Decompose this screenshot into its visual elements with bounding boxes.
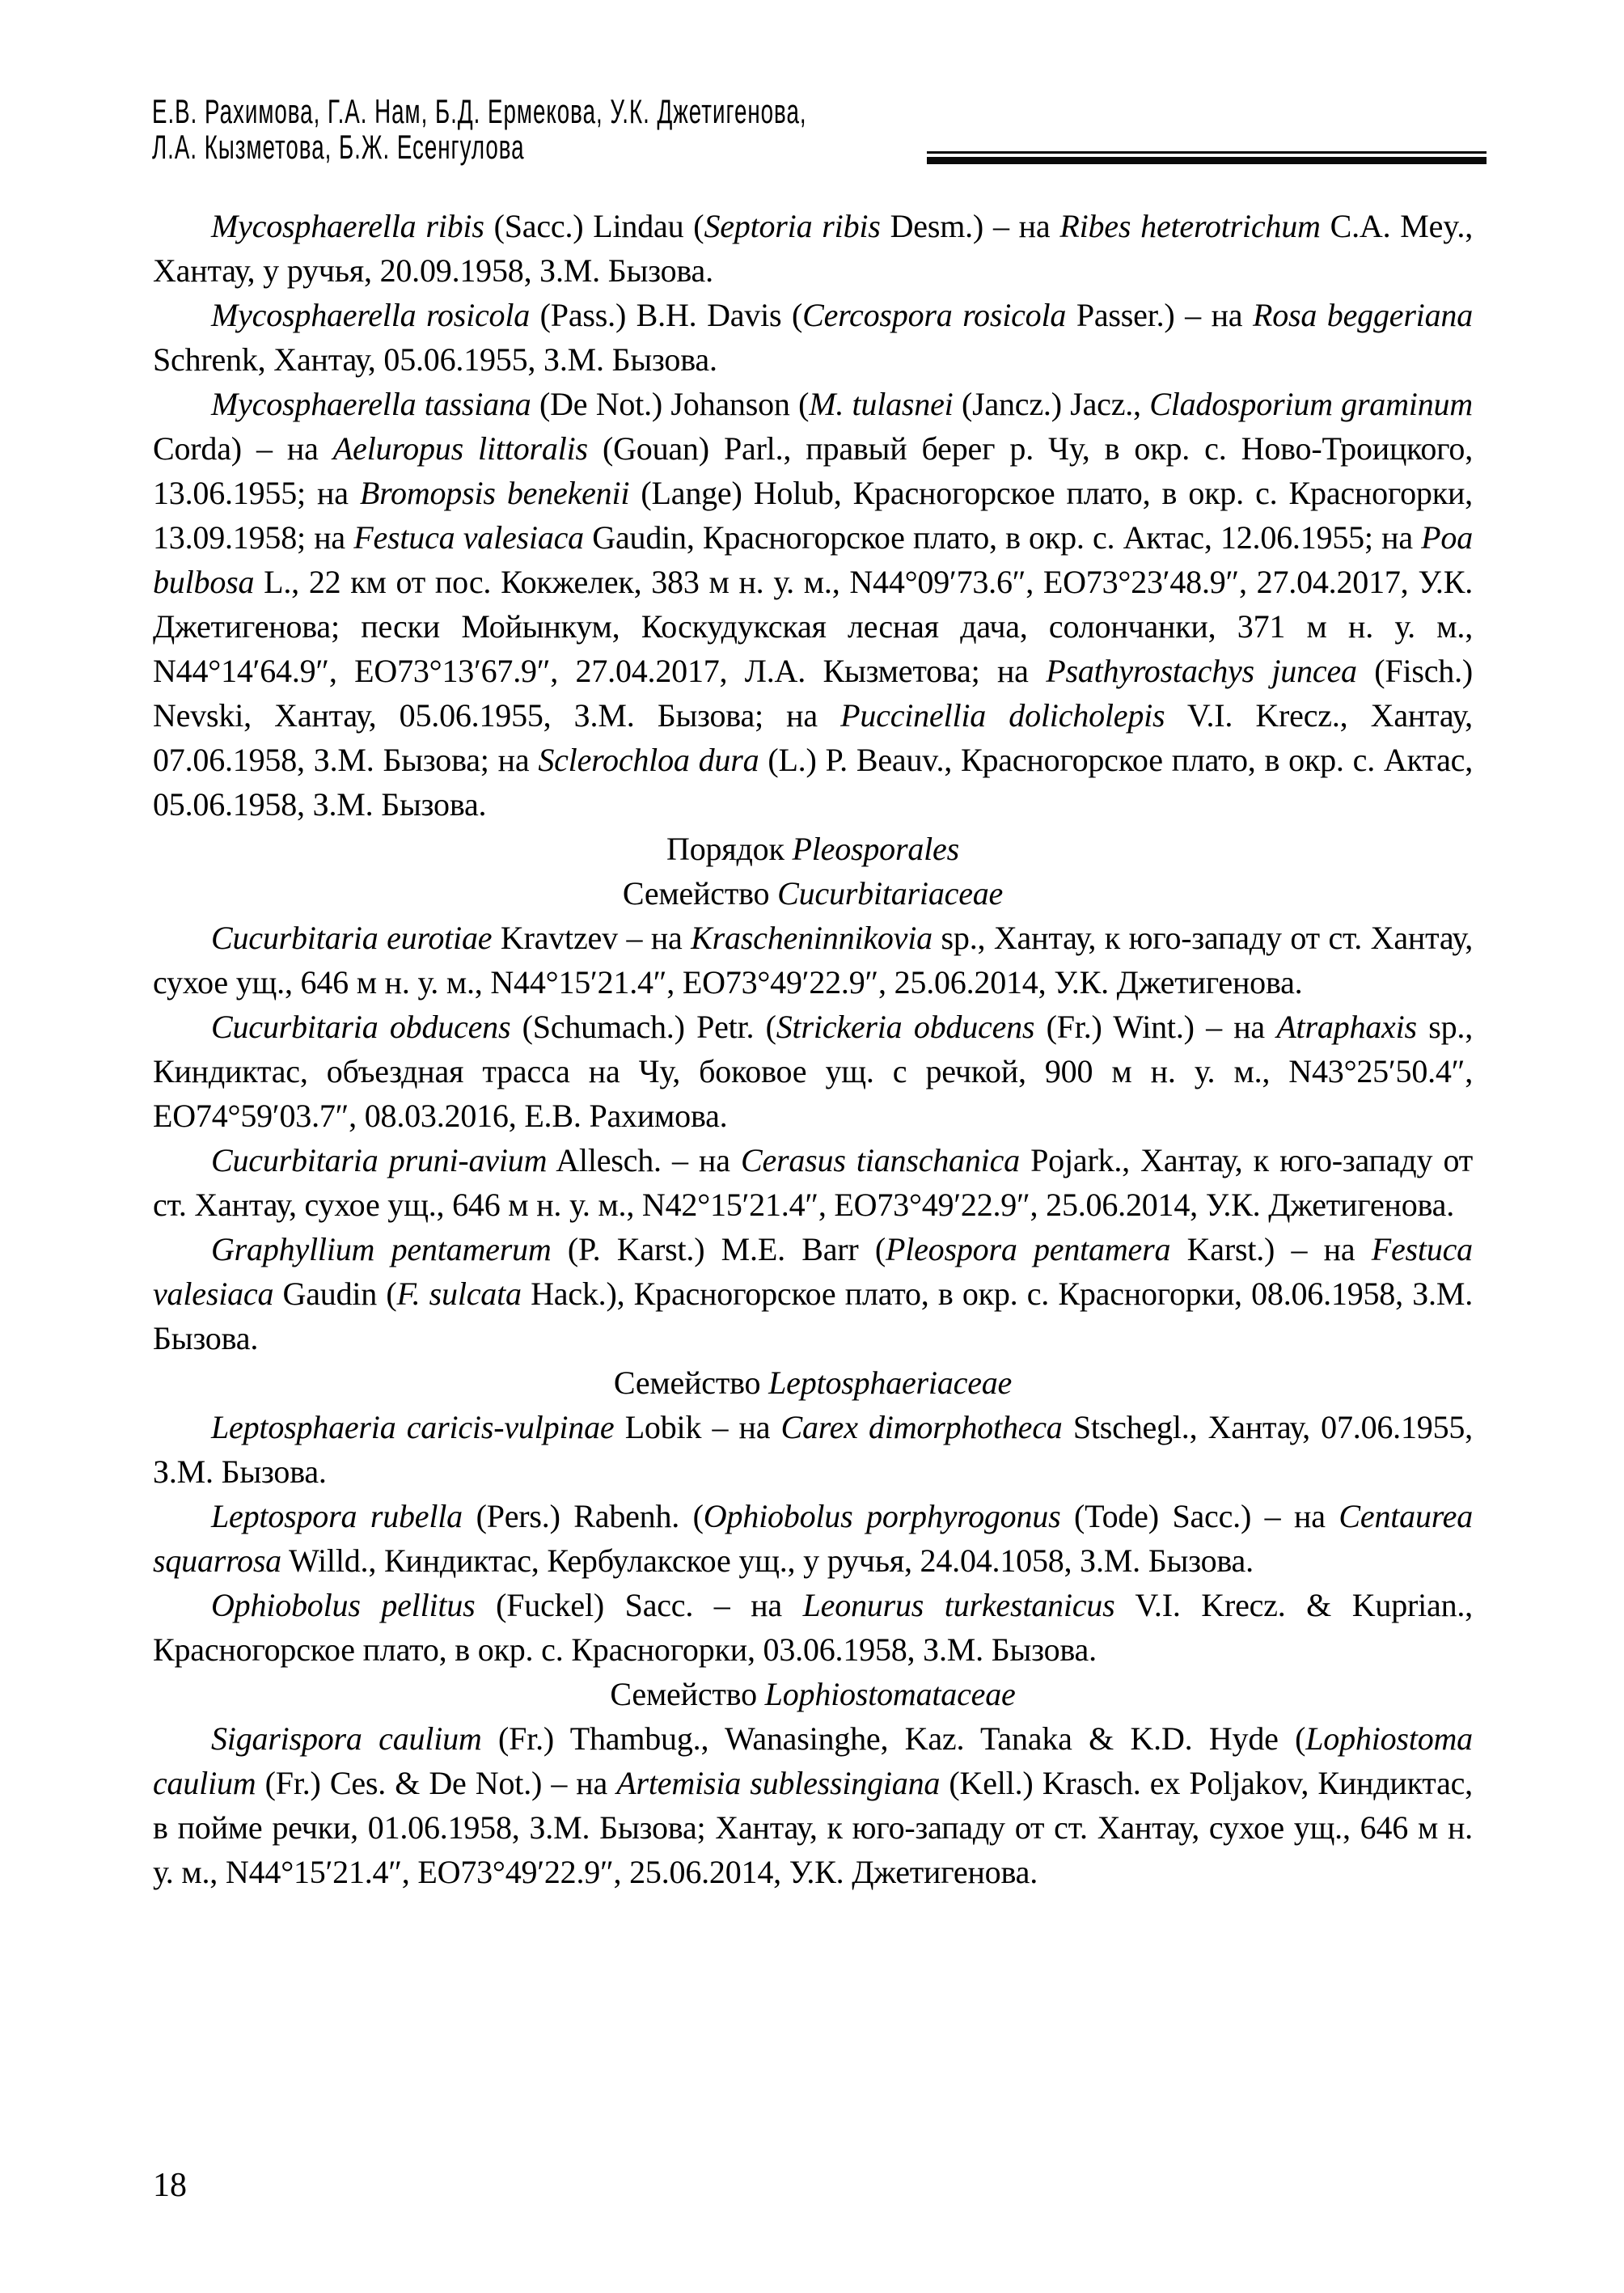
- latin-name-italic: Cucurbitaria obducens: [211, 1009, 511, 1045]
- record-text: Семейство: [610, 1676, 765, 1712]
- record-paragraph: [153, 293, 1473, 382]
- latin-name-italic: Atraphaxis: [1276, 1009, 1417, 1045]
- record-text: (Fr.) Thambug., Wanasinghe, Kaz. Tanaka & K.D. Hyde (: [481, 1720, 1306, 1757]
- header-rule-thick-line: [927, 157, 1487, 164]
- latin-name-italic: Psathyrostachys juncea: [1046, 653, 1357, 689]
- latin-name-italic: Cerasus tianschanica: [740, 1142, 1020, 1178]
- latin-name-italic: Puccinellia dolicholepis: [840, 697, 1165, 734]
- latin-name-italic: Cucurbitariaceae: [777, 875, 1004, 912]
- record-text: (Jancz.) Jacz.,: [953, 386, 1150, 422]
- record-paragraph: [153, 1005, 1473, 1138]
- latin-name-italic: Septoria ribis: [704, 208, 881, 244]
- latin-name-italic: Mycosphaerella tassiana: [211, 386, 531, 422]
- record-text: (Gouan) Parl., правый берег р. Чу, в окр. с. Ново-Троицкого, 13.06.1955; на: [153, 430, 1473, 511]
- latin-name-italic: Graphyllium pentamerum: [211, 1231, 552, 1267]
- record-text: Stschegl., Хантау, 07.06.1955, З.М. Бызова.: [153, 1409, 1473, 1490]
- record-text: Desm.) – на: [880, 208, 1060, 244]
- record-paragraph: [153, 1494, 1473, 1583]
- latin-name-italic: Cucurbitaria eurotiae: [211, 920, 493, 956]
- latin-name-italic: Mycosphaerella rosicola: [211, 297, 531, 333]
- latin-name-italic: Lophiostomataceae: [764, 1676, 1016, 1712]
- record-text: L., 22 км от пос. Кокжелек, 383 м н. у. м., N44°09′73.6″, EO73°23′48.9″, 27.04.2017, У.К. Джетигенова; пески Мойынкум, Коскудукская лесная дача, солончанки, 371 м н. у. м., N44°14′64.9″, EO73°13′67.9″, 27.04.2017, Л.А. Кызметова; на: [153, 564, 1473, 689]
- latin-name-italic: Sclerochloa dura: [538, 742, 759, 778]
- record-paragraph: [153, 1405, 1473, 1494]
- latin-name-italic: Festuca valesiaca: [353, 519, 584, 556]
- record-text: (Fr.) Ces. & De Not.) – на: [256, 1765, 617, 1801]
- record-text: Семейство: [613, 1364, 769, 1401]
- latin-name-italic: Aeluropus littoralis: [332, 430, 588, 467]
- record-text: sp., Хантау, к юго-западу от ст. Хантау, сухое ущ., 646 м н. у. м., N44°15′21.4″, EO73°49′22.9″, 25.06.2014, У.К. Джетигенова.: [153, 920, 1473, 1001]
- record-text: (De Not.) Johanson (: [531, 386, 810, 422]
- latin-name-italic: Leptospora rubella: [211, 1498, 463, 1534]
- record-text: Порядок: [666, 831, 793, 867]
- latin-name-italic: Mycosphaerella ribis: [211, 208, 484, 244]
- record-text: (L.) P. Beauv., Красногорское плато, в окр. с. Актас, 05.06.1958, З.М. Бызова.: [153, 742, 1473, 823]
- record-text: Karst.) – на: [1170, 1231, 1372, 1267]
- latin-name-italic: Pleospora pentamera: [885, 1231, 1171, 1267]
- record-text: (Kell.) Krasch. ex Poljakov, Киндиктас, в пойме речки, 01.06.1958, З.М. Бызова; Хантау, к юго-западу от ст. Хантау, сухое ущ., 646 м н. у. м., N44°15′21.4″, EO73°49′22.9″, 25.06.2014, У.К. Джетигенова.: [153, 1765, 1473, 1890]
- record-text: Pojark., Хантау, к юго-западу от ст. Хантау, сухое ущ., 646 м н. у. м., N42°15′21.4″, EO73°49′22.9″, 25.06.2014, У.К. Джетигенова.: [153, 1142, 1473, 1223]
- section-heading: [153, 871, 1473, 916]
- latin-name-italic: Festuca valesiaca: [153, 1231, 1473, 1312]
- record-text: (Fr.) Wint.) – на: [1034, 1009, 1277, 1045]
- latin-name-italic: Ribes heterotrichum: [1059, 208, 1321, 244]
- section-heading: [153, 1672, 1473, 1716]
- record-text: Passer.) – на: [1066, 297, 1253, 333]
- header-rule-thin-line: [927, 151, 1487, 154]
- record-text: (Pass.) B.H. Davis (: [530, 297, 803, 333]
- latin-name-italic: Pleosporales: [792, 831, 959, 867]
- latin-name-italic: Ophiobolus pellitus: [211, 1587, 476, 1623]
- authors-line-2: Л.А. Кызметова, Б.Ж. Есенгулова: [152, 128, 525, 166]
- latin-name-italic: Bromopsis benekenii: [359, 475, 630, 511]
- record-text: (P. Karst.) M.E. Barr (: [551, 1231, 886, 1267]
- page-header-authors: [152, 94, 807, 165]
- record-text: (Lange) Holub, Красногорское плато, в окр. с. Красногорки, 13.09.1958; на: [153, 475, 1473, 556]
- latin-name-italic: M. tulasnei: [809, 386, 954, 422]
- record-text: Hack.), Красногорское плато, в окр. с. Красногорки, 08.06.1958, З.М. Бызова.: [153, 1276, 1473, 1356]
- article-body: [153, 204, 1473, 1894]
- record-text: V.I. Krecz., Хантау, 07.06.1958, З.М. Бызова; на: [153, 697, 1473, 778]
- latin-name-italic: Leptosphaeria caricis-vulpinae: [211, 1409, 615, 1445]
- latin-name-italic: Artemisia sublessingiana: [616, 1765, 941, 1801]
- record-text: Lobik – на: [614, 1409, 781, 1445]
- record-paragraph: [153, 916, 1473, 1005]
- authors-line-1: Е.В. Рахимова, Г.А. Нам, Б.Д. Ермекова, У.К. Джетигенова,: [152, 92, 807, 130]
- record-text: Corda) – на: [153, 430, 333, 467]
- record-paragraph: [153, 1583, 1473, 1672]
- latin-name-italic: Poa bulbosa: [153, 519, 1474, 600]
- record-text: (Tode) Sacc.) – на: [1060, 1498, 1339, 1534]
- record-text: Семейство: [622, 875, 778, 912]
- record-text: (Pers.) Rabenh. (: [462, 1498, 704, 1534]
- record-text: Gaudin (: [273, 1276, 397, 1312]
- latin-name-italic: Centaurea squarrosa: [153, 1498, 1473, 1579]
- latin-name-italic: Lophiostoma caulium: [153, 1720, 1473, 1801]
- record-text: Allesch. – на: [547, 1142, 741, 1178]
- page-number: 18: [153, 2167, 187, 2204]
- latin-name-italic: F. sulcata: [396, 1276, 522, 1312]
- latin-name-italic: Krascheninnikovia: [691, 920, 933, 956]
- record-text: C.A. Mey., Хантау, у ручья, 20.09.1958, З.М. Бызова.: [153, 208, 1474, 289]
- record-text: Gaudin, Красногорское плато, в окр. с. Актас, 12.06.1955; на: [584, 519, 1422, 556]
- record-text: (Fisch.) Nevski, Хантау, 05.06.1955, З.М. Бызова; на: [153, 653, 1473, 734]
- record-text: sp., Киндиктас, объездная трасса на Чу, боковое ущ. с речкой, 900 м н. у. м., N43°25′50.4″, EO74°59′03.7″, 08.03.2016, Е.В. Рахимова.: [153, 1009, 1473, 1134]
- section-heading: [153, 1360, 1473, 1405]
- record-text: Willd., Киндиктас, Кербулакское ущ., у ручья, 24.04.1058, З.М. Бызова.: [281, 1542, 1254, 1579]
- record-text: (Sacc.) Lindau (: [484, 208, 704, 244]
- record-paragraph: [153, 1138, 1473, 1227]
- header-double-rule: [927, 151, 1487, 164]
- latin-name-italic: Cercospora rosicola: [802, 297, 1067, 333]
- record-text: Kravtzev – на: [492, 920, 691, 956]
- section-heading: [153, 827, 1473, 871]
- latin-name-italic: Ophiobolus porphyrogonus: [703, 1498, 1061, 1534]
- latin-name-italic: Rosa beggeriana: [1252, 297, 1473, 333]
- latin-name-italic: Strickeria obducens: [776, 1009, 1035, 1045]
- record-text: V.I. Krecz. & Kuprian., Красногорское плато, в окр. с. Красногорки, 03.06.1958, З.М. Бызова.: [153, 1587, 1473, 1668]
- latin-name-italic: Leptosphaeriaceae: [768, 1364, 1013, 1401]
- record-paragraph: [153, 382, 1473, 827]
- latin-name-italic: Sigarispora caulium: [211, 1720, 482, 1757]
- latin-name-italic: Leonurus turkestanicus: [802, 1587, 1115, 1623]
- record-paragraph: [153, 204, 1473, 293]
- record-text: (Fuckel) Sacc. – на: [475, 1587, 803, 1623]
- latin-name-italic: Cladosporium graminum: [1149, 386, 1473, 422]
- latin-name-italic: Carex dimorphotheca: [780, 1409, 1063, 1445]
- record-paragraph: [153, 1227, 1473, 1360]
- record-paragraph: [153, 1716, 1473, 1894]
- record-text: Schrenk, Хантау, 05.06.1955, З.М. Бызова.: [153, 341, 717, 378]
- record-text: (Schumach.) Petr. (: [510, 1009, 776, 1045]
- latin-name-italic: Cucurbitaria pruni-avium: [211, 1142, 548, 1178]
